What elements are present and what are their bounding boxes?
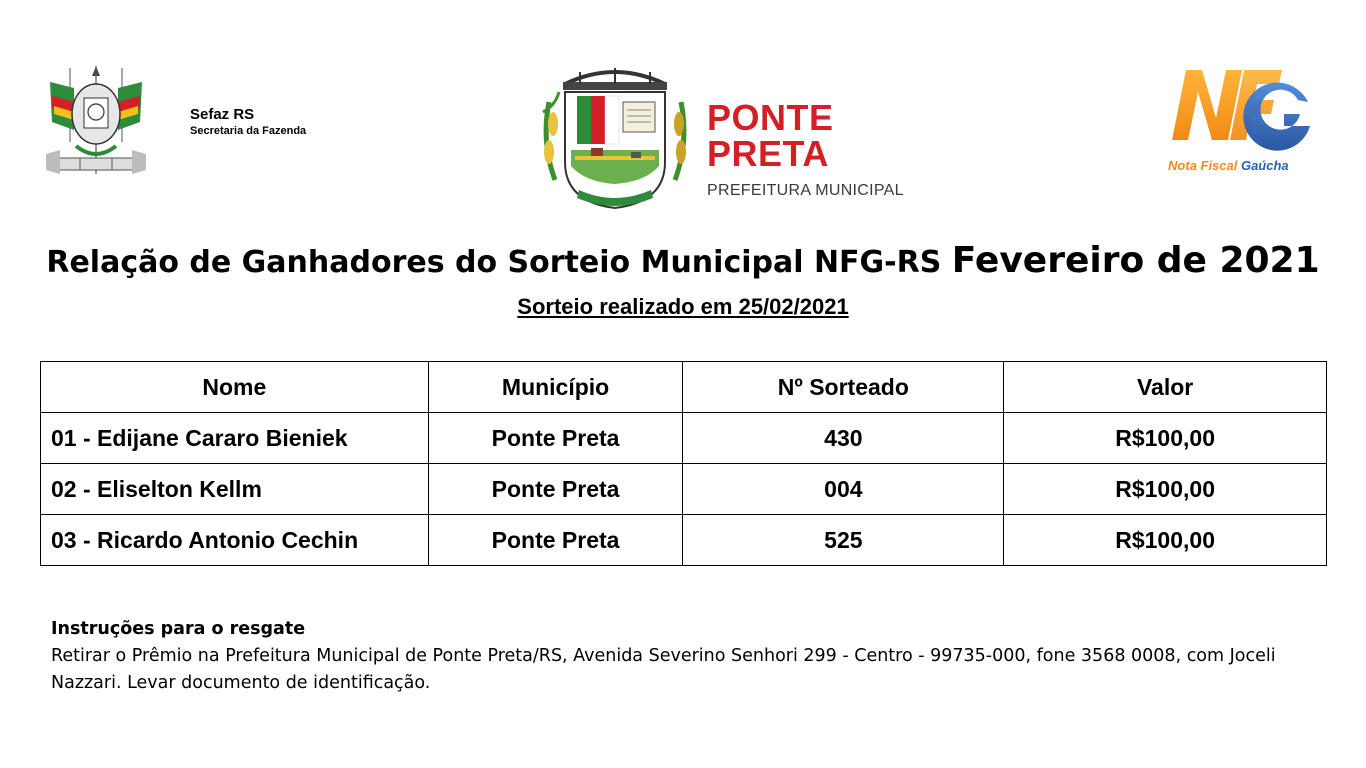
winner-number: 525 bbox=[683, 515, 1004, 566]
table-row bbox=[41, 413, 1327, 464]
column-header-valor: Valor bbox=[1004, 362, 1327, 413]
instructions-text: Retirar o Prêmio na Prefeitura Municipal de Ponte Preta/RS, Avenida Severino Senhori 299 - Centro - 99735-000, fone 3568 0008, com Joceli Nazzari. Levar documento de identificação. bbox=[51, 646, 1276, 693]
rs-coat-of-arms-icon bbox=[40, 62, 152, 184]
ponte-preta-title: PONTE PRETA bbox=[707, 97, 834, 174]
sefaz-subtitle: Secretaria da Fazenda bbox=[190, 125, 307, 137]
winners-table bbox=[40, 361, 1327, 566]
winner-municipio: Ponte Preta bbox=[428, 413, 683, 464]
instructions bbox=[51, 616, 1321, 697]
draw-date-subtitle: Sorteio realizado em 25/02/2021 bbox=[517, 294, 849, 319]
nfg-caption-part1: Nota Fiscal bbox=[1168, 158, 1241, 173]
column-header-numero: Nº Sorteado bbox=[683, 362, 1004, 413]
nfg-caption bbox=[1168, 158, 1289, 173]
nfg-caption-part2: Gaúcha bbox=[1240, 158, 1289, 173]
table-header-row bbox=[41, 362, 1327, 413]
column-header-municipio: Município bbox=[428, 362, 683, 413]
winner-name: 01 - Edijane Cararo Bieniek bbox=[41, 413, 429, 464]
table-row bbox=[41, 464, 1327, 515]
nota-fiscal-gaucha-logo bbox=[1160, 62, 1330, 182]
table-row bbox=[41, 515, 1327, 566]
winner-value: R$100,00 bbox=[1004, 413, 1327, 464]
column-header-nome: Nome bbox=[41, 362, 429, 413]
ponte-preta-subtitle: PREFEITURA MUNICIPAL bbox=[707, 182, 904, 199]
winner-number: 430 bbox=[683, 413, 1004, 464]
page-title-month: Fevereiro de 2021 bbox=[951, 240, 1320, 281]
ponte-preta-coat-of-arms-icon bbox=[535, 62, 695, 212]
winner-name: 03 - Ricardo Antonio Cechin bbox=[41, 515, 429, 566]
ponte-preta-logo bbox=[535, 62, 965, 212]
page-title bbox=[0, 240, 1366, 281]
winner-value: R$100,00 bbox=[1004, 464, 1327, 515]
sefaz-title: Sefaz RS bbox=[190, 106, 255, 123]
winner-number: 004 bbox=[683, 464, 1004, 515]
page-title-part1: Relação de Ganhadores do Sorteio Municipal NFG-RS bbox=[46, 245, 952, 280]
sefaz-logo bbox=[40, 62, 340, 184]
winner-name: 02 - Eliselton Kellm bbox=[41, 464, 429, 515]
nfg-logo-icon bbox=[1160, 62, 1320, 158]
winner-municipio: Ponte Preta bbox=[428, 515, 683, 566]
winner-value: R$100,00 bbox=[1004, 515, 1327, 566]
instructions-title: Instruções para o resgate bbox=[51, 619, 306, 639]
winner-municipio: Ponte Preta bbox=[428, 464, 683, 515]
